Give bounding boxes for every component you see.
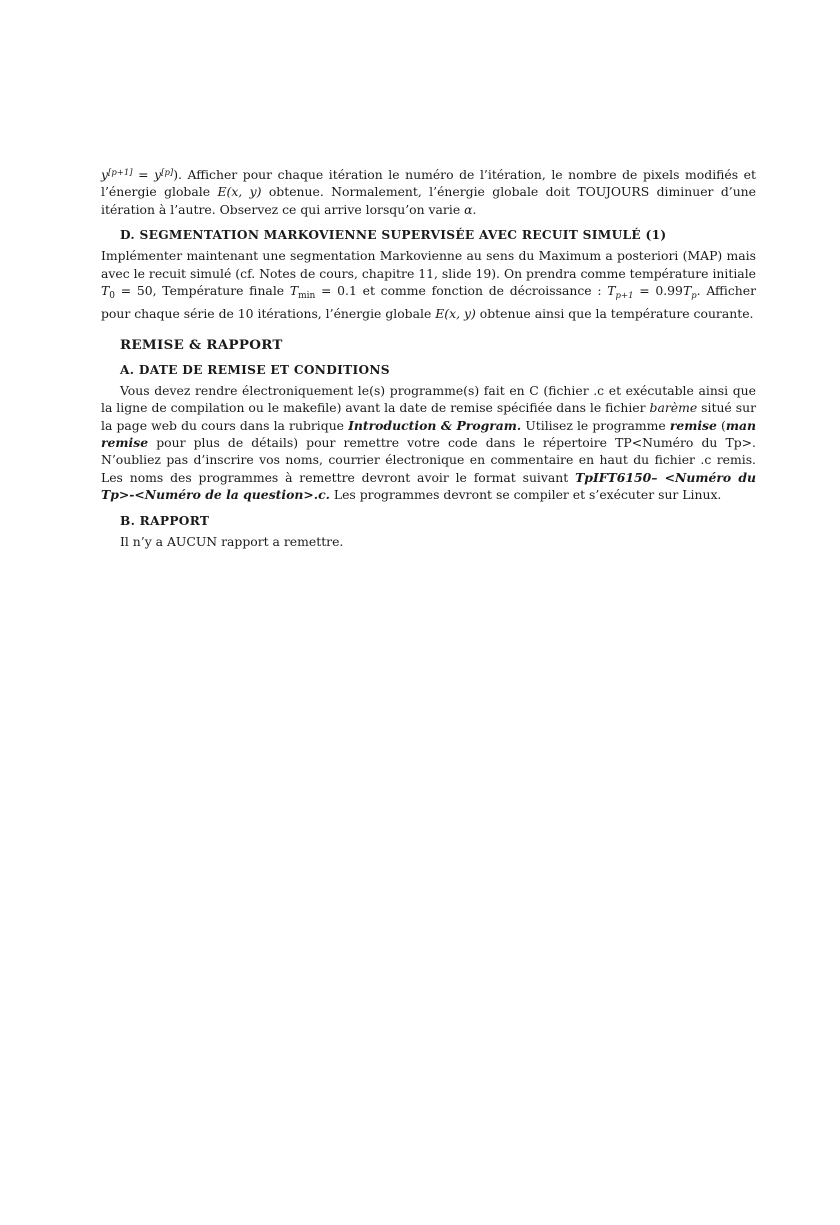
section-b-paragraph: Il n’y a AUCUN rapport a remettre. <box>120 533 344 549</box>
paragraph-continuation: y[p+1] = y[p]). Afficher pour chaque itération le numéro de l’itération, le nombre de pixels modifiés et l’énergie globale E(x, y) obtenue. Normalement, l’énergie globale doit TOUJOURS diminuer d’une itération à l’autre. Observez ce qui arrive lorsqu’on varie α. <box>101 167 756 217</box>
remise-heading: REMISE & RAPPORT <box>120 336 283 353</box>
page-content <box>101 165 756 550</box>
section-a-heading: A. DATE DE REMISE ET CONDITIONS <box>120 362 390 377</box>
section-b-heading: B. RAPPORT <box>120 513 210 528</box>
section-a-paragraph: Vous devez rendre électroniquement le(s) programme(s) fait en C (fichier .c et exécutable ainsi que la ligne de compilation ou le makefile) avant la date de remise spécifiée dans le fichier barème situé sur la page web du cours dans la rubrique Introduction & Program. Utilisez le programme remise (man remise pour plus de détails) pour remettre votre code dans le répertoire TP<Numéro du Tp>. N’oubliez pas d’inscrire vos noms, courrier électronique en commentaire en haut du fichier .c remis. Les noms des programmes à remettre devront avoir le format suivant TpIFT6150– <Numéro du Tp>-<Numéro de la question>.c. Les programmes devront se compiler et s’exécuter sur Linux. <box>101 382 757 503</box>
section-d-heading: D. SEGMENTATION MARKOVIENNE SUPERVISÉE AVEC RECUIT SIMULÉ (1) <box>120 228 667 243</box>
section-d-paragraph: Implémenter maintenant une segmentation Markovienne au sens du Maximum a posteriori (MAP) mais avec le recuit simulé (cf. Notes de cours, chapitre 11, slide 19). On prendra comme température initiale $T_0 = 50$, Température finale $T_{min} = 0.1$ et comme fonction de décroissance : $T_{p+1} = 0.99T_p$. Afficher pour chaque série de 10 itérations, l’énergie globale E(x, y) obtenue ainsi que la température courante. <box>101 248 756 322</box>
